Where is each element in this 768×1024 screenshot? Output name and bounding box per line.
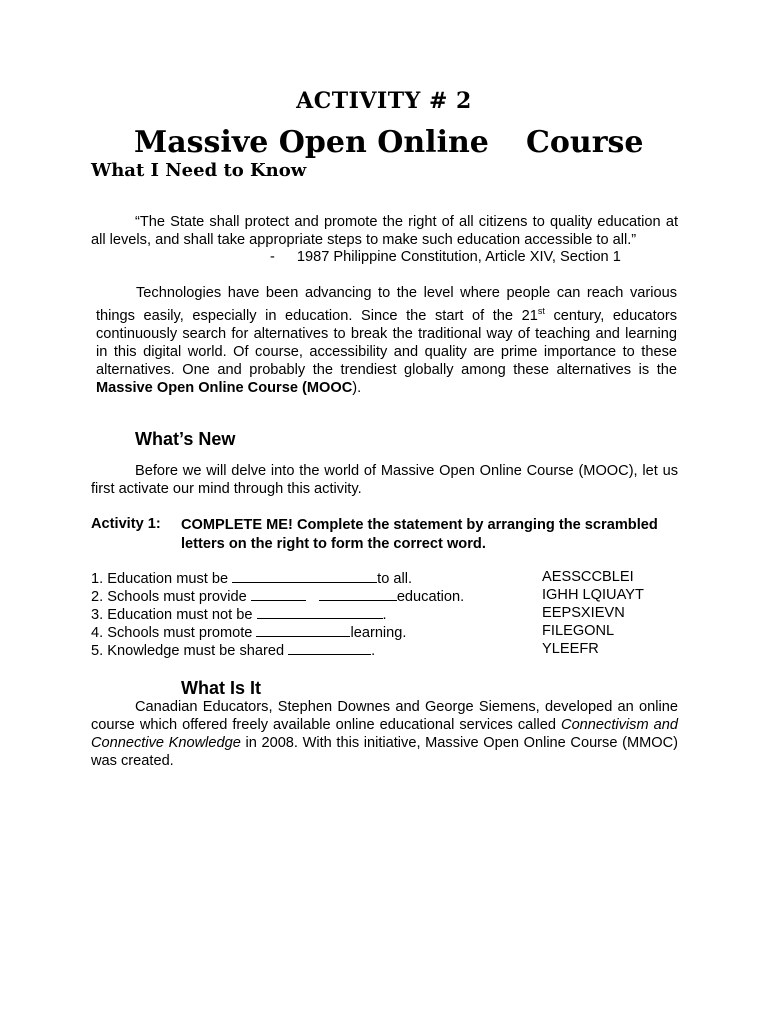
scrambled-word-1: AESSCCBLEI xyxy=(542,569,634,585)
item-4-after: learning. xyxy=(350,625,407,641)
section-heading-whats-new: What’s New xyxy=(135,429,236,449)
list-item xyxy=(91,623,406,641)
answer-blank-2a[interactable] xyxy=(251,587,306,601)
activity1-instruction: COMPLETE ME! Complete the statement by arranging the scrambled letters on the right to form the correct word. xyxy=(181,517,658,552)
what-is-it-text-1: Canadian Educators, Stephen Downes and George Siemens, developed an online course which offered freely available online educational services called xyxy=(91,699,678,733)
page-title-part2: Course xyxy=(526,125,644,160)
answer-blank-5[interactable] xyxy=(288,641,371,655)
scrambled-word-4: FILEGONL xyxy=(542,623,615,639)
intro-text-1: Technologies have been advancing to the level where people can reach various things easily, especially in education. Since the start of the 21 xyxy=(96,285,677,324)
intro-text-end: ). xyxy=(352,379,362,396)
item-2-after: education. xyxy=(396,589,465,605)
list-item xyxy=(91,641,375,659)
whats-new-text: Before we will delve into the world of Massive Open Online Course (MOOC), let us first activate our mind through this activity. xyxy=(91,463,678,497)
quote-dash: - xyxy=(270,249,275,265)
section-heading-what-i-need-to-know: What I Need to Know xyxy=(91,160,307,181)
scrambled-word-2: IGHH LQIUAYT xyxy=(542,587,644,603)
answer-blank-4[interactable] xyxy=(256,623,350,637)
answer-blank-2b[interactable] xyxy=(319,587,397,601)
item-4-text: 4. Schools must promote xyxy=(91,625,257,641)
item-5-text: 5. Knowledge must be shared xyxy=(91,643,289,659)
item-2-text: 2. Schools must provide xyxy=(91,589,251,605)
quote-source xyxy=(270,249,621,265)
constitution-quote: “The State shall protect and promote the right of all citizens to quality education at all levels, and shall take appropriate steps to make such education accessible to all.” xyxy=(91,214,678,248)
page-title-part1: Massive Open Online xyxy=(134,125,489,160)
item-5-after: . xyxy=(371,643,376,659)
list-item xyxy=(91,587,464,605)
scrambled-word-3: EEPSXIEVN xyxy=(542,605,625,621)
course-name-italic: Connectivism and Connective Knowledge xyxy=(91,717,678,751)
item-1-after: to all. xyxy=(377,571,413,587)
item-3-after: . xyxy=(382,607,387,623)
what-is-it-text xyxy=(91,698,678,770)
item-3-text: 3. Education must not be xyxy=(91,607,257,623)
activity-number: ACTIVITY # 2 xyxy=(296,88,472,114)
intro-text-2: century, educators continuously search for alternatives to break the traditional way of teaching and learning in this digital world. Of course, accessibility and quality are prime importance to these alternatives. One and probably the trendiest globally among these alternatives is the xyxy=(96,307,677,378)
intro-bold-mooc: Massive Open Online Course (MOOC xyxy=(96,379,353,396)
answer-blank-1[interactable] xyxy=(232,569,377,583)
answer-blank-3[interactable] xyxy=(257,605,383,619)
scrambled-word-5: YLEEFR xyxy=(542,641,599,657)
item-1-text: 1. Education must be xyxy=(91,571,233,587)
quote-source-text: 1987 Philippine Constitution, Article XIV, Section 1 xyxy=(296,249,621,265)
list-item xyxy=(91,605,387,623)
list-item xyxy=(91,569,412,587)
section-heading-what-is-it: What Is It xyxy=(181,678,261,698)
what-is-it-text-2: in 2008. With this initiative, Massive Open Online Course (MMOC) was created. xyxy=(91,735,679,769)
intro-paragraph xyxy=(96,284,677,397)
activity1-label: Activity 1: xyxy=(91,516,161,532)
intro-superscript: st xyxy=(537,306,545,316)
